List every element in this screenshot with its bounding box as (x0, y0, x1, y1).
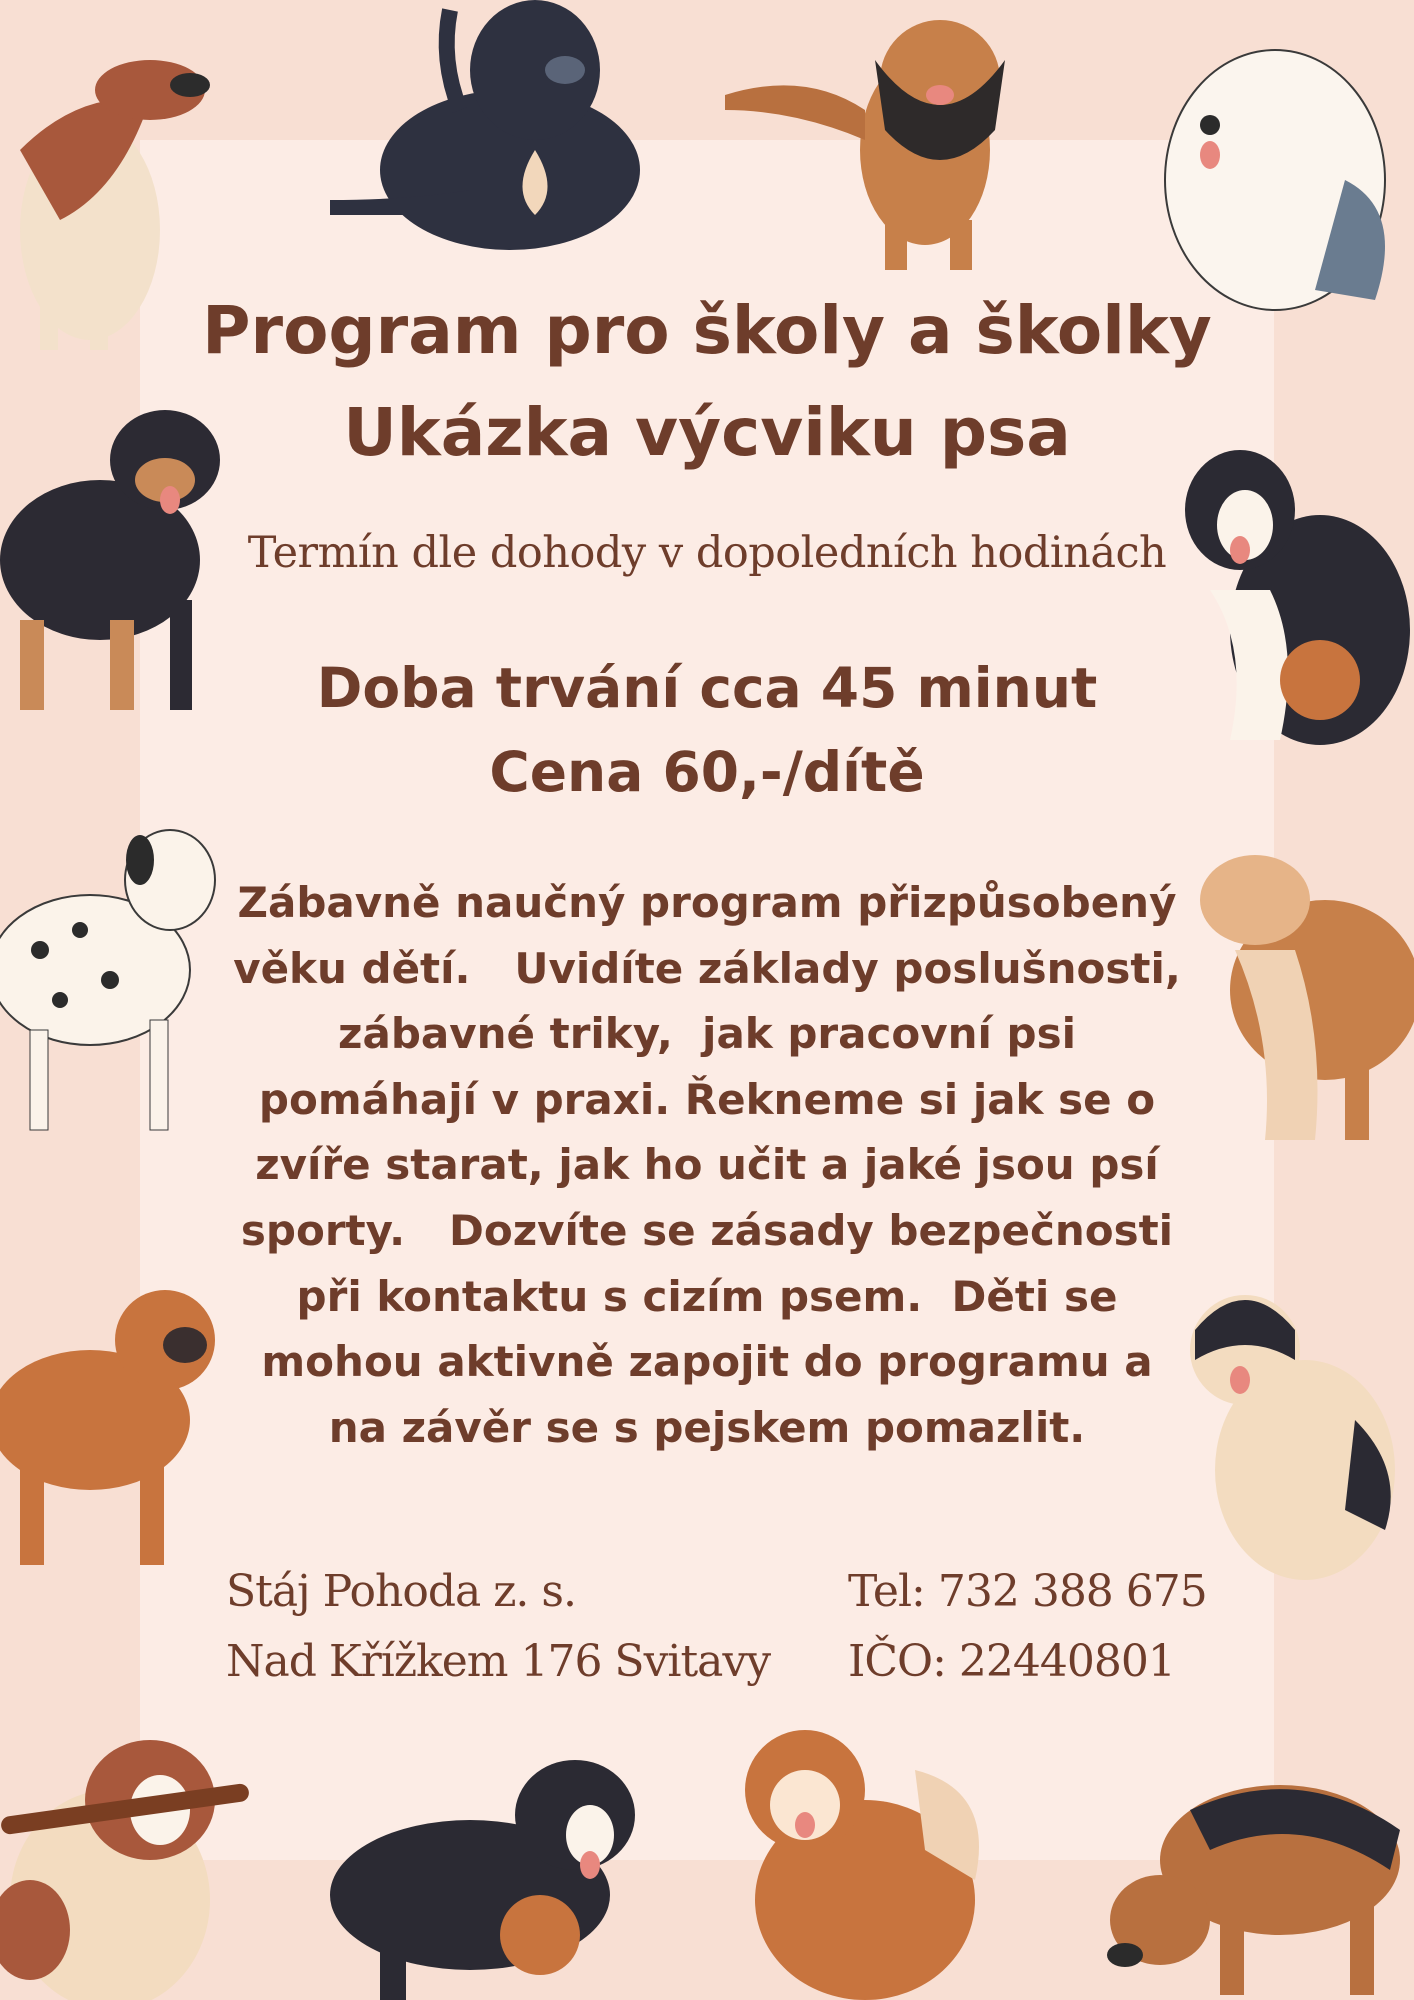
title-line-2: Ukázka výcviku psa (343, 394, 1071, 471)
duration-text: Doba trvání cca 45 minut (316, 656, 1098, 720)
description-line: při kontaktu s cizím psem. Děti se (296, 1271, 1118, 1321)
husky-dog-illustration (1185, 1270, 1414, 1600)
dalmatian-dog-illustration (0, 820, 220, 1140)
beagle-sniffing-dog-illustration (1100, 1720, 1414, 2000)
boxer-dog-illustration (0, 1280, 220, 1570)
black-mastiff-dog-illustration (310, 0, 650, 285)
description-line: zábavné triky, jak pracovní psi (338, 1009, 1076, 1059)
akita-dog-illustration (735, 1710, 1005, 2000)
title-line-1: Program pro školy a školky (202, 292, 1212, 369)
description-paragraph (200, 870, 1214, 1460)
description-line: zvíře starat, jak ho učit a jaké jsou psí (255, 1140, 1159, 1190)
description-line: mohou aktivně zapojit do programu a (261, 1337, 1153, 1387)
ico-number: IČO: 22440801 (848, 1636, 1175, 1687)
german-shepherd-dog-illustration (725, 0, 1015, 275)
description-line: pomáhají v praxi. Řekneme si jak se o (258, 1074, 1156, 1124)
price-text: Cena 60,-/dítě (489, 740, 925, 804)
description-line: na závěr se s pejskem pomazlit. (328, 1402, 1086, 1452)
date-line: Termín dle dohody v dopoledních hodinách (247, 528, 1167, 578)
saint-bernard-dog-illustration (0, 1700, 250, 2000)
phone-number: Tel: 732 388 675 (848, 1566, 1207, 1617)
description-line: věku dětí. Uvidíte základy poslušnosti, (233, 943, 1181, 993)
bernese-walking-dog-illustration (320, 1745, 650, 2000)
description-line: sporty. Dozvíte se zásady bezpečnosti (240, 1205, 1174, 1255)
organization-name: Stáj Pohoda z. s. (226, 1566, 576, 1617)
description-line: Zábavně naučný program přizpůsobený (237, 878, 1177, 927)
organization-address: Nad Křížkem 176 Svitavy (226, 1636, 771, 1687)
